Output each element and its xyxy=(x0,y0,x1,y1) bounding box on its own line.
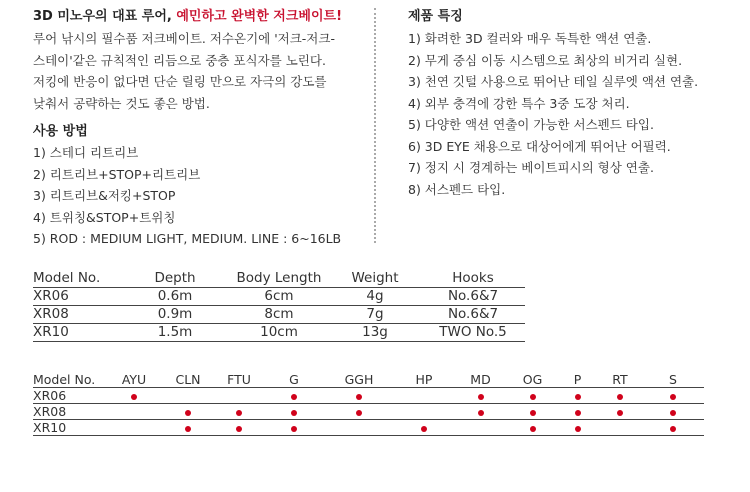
usage-list xyxy=(33,142,388,250)
feature-item: 4) 외부 충격에 강한 특수 3중 도장 처리. xyxy=(408,95,630,111)
color-availability-cell xyxy=(265,388,323,404)
color-availability-cell xyxy=(598,388,642,404)
features-list xyxy=(408,28,738,200)
spec-header: Hooks xyxy=(452,270,494,286)
available-dot-icon xyxy=(356,410,362,416)
color-availability-cell xyxy=(557,404,598,420)
color-availability-cell xyxy=(105,404,163,420)
color-header: OG xyxy=(522,372,543,387)
available-dot-icon xyxy=(575,394,581,400)
available-dot-icon xyxy=(478,410,484,416)
feature-item: 2) 무게 중심 이동 시스템으로 최상의 비거리 실현. xyxy=(408,52,683,68)
color-row xyxy=(33,388,704,404)
color-header: S xyxy=(669,372,677,387)
available-dot-icon xyxy=(185,410,191,416)
available-dot-icon xyxy=(670,426,676,432)
color-availability-cell xyxy=(395,404,453,420)
color-availability-cell xyxy=(598,420,642,436)
color-availability-cell xyxy=(642,388,704,404)
color-availability-cell xyxy=(508,420,557,436)
spec-cell: XR06 xyxy=(33,288,69,304)
spec-cell: 1.5m xyxy=(157,324,193,340)
spec-header: Depth xyxy=(154,270,196,286)
available-dot-icon xyxy=(575,426,581,432)
spec-cell: XR10 xyxy=(33,324,69,340)
usage-item: 1) 스테디 리트리브 xyxy=(33,145,139,160)
color-availability-cell xyxy=(323,388,395,404)
available-dot-icon xyxy=(670,394,676,400)
spec-row xyxy=(33,288,525,306)
available-dot-icon xyxy=(530,426,536,432)
available-dot-icon xyxy=(291,394,297,400)
intro-line: 루어 낚시의 필수품 저크베이트. 저수온기에 '저크-저크- xyxy=(33,31,335,46)
color-availability-cell xyxy=(598,404,642,420)
color-header: MD xyxy=(470,372,491,387)
usage-title: 사용 방법 xyxy=(33,124,88,139)
spec-cell: 8cm xyxy=(264,306,294,322)
feature-item: 8) 서스펜드 타입. xyxy=(408,181,506,197)
headline-accent: 예민하고 완벽한 저크베이트! xyxy=(176,9,343,24)
available-dot-icon xyxy=(236,426,242,432)
available-dot-icon xyxy=(356,394,362,400)
features-title: 제품 특징 xyxy=(408,9,463,24)
color-availability-cell xyxy=(105,388,163,404)
color-availability-cell xyxy=(395,420,453,436)
feature-item: 7) 정지 시 경계하는 베이트피시의 형상 연출. xyxy=(408,160,654,175)
spec-cell: 13g xyxy=(362,324,388,340)
spec-header: Weight xyxy=(351,270,399,286)
color-header: HP xyxy=(415,372,433,387)
spec-row xyxy=(33,306,525,324)
available-dot-icon xyxy=(291,410,297,416)
feature-item: 1) 화려한 3D 컬러와 매우 독특한 액션 연출. xyxy=(408,31,652,46)
spec-table xyxy=(33,270,525,342)
spec-row xyxy=(33,324,525,342)
spec-cell: TWO No.5 xyxy=(439,324,507,340)
color-header: G xyxy=(289,372,299,387)
spec-cell: 0.6m xyxy=(157,288,193,304)
color-header: RT xyxy=(612,372,628,387)
available-dot-icon xyxy=(530,410,536,416)
color-availability-cell xyxy=(453,420,508,436)
color-availability-cell xyxy=(453,404,508,420)
spec-header: Model No. xyxy=(33,270,101,286)
color-availability-cell xyxy=(163,404,213,420)
features-column xyxy=(408,6,738,200)
intro-column xyxy=(33,6,388,250)
spec-cell: No.6&7 xyxy=(447,288,499,304)
color-availability-cell xyxy=(323,404,395,420)
color-model-cell: XR08 xyxy=(33,404,67,419)
column-divider xyxy=(374,8,376,243)
color-availability-cell xyxy=(508,388,557,404)
color-availability-cell xyxy=(213,404,265,420)
color-availability-cell xyxy=(213,388,265,404)
available-dot-icon xyxy=(530,394,536,400)
color-availability-cell xyxy=(265,420,323,436)
color-header: P xyxy=(573,372,582,387)
color-model-cell: XR06 xyxy=(33,388,67,403)
spec-cell: XR08 xyxy=(33,306,69,322)
available-dot-icon xyxy=(575,410,581,416)
color-row xyxy=(33,404,704,420)
usage-item: 5) ROD : MEDIUM LIGHT, MEDIUM. LINE : 6~16LB xyxy=(33,231,342,246)
color-availability-cell xyxy=(508,404,557,420)
intro-line: 스테이'같은 규칙적인 리듬으로 중층 포식자를 노린다. xyxy=(33,52,326,68)
available-dot-icon xyxy=(131,394,137,400)
spec-cell: 4g xyxy=(366,288,384,304)
spec-cell: 6cm xyxy=(264,288,294,304)
usage-item: 4) 트위칭&STOP+트위칭 xyxy=(33,209,176,225)
color-availability-cell xyxy=(453,388,508,404)
spec-cell: 7g xyxy=(366,306,384,322)
color-header: GGH xyxy=(344,372,374,387)
color-availability-cell xyxy=(213,420,265,436)
color-availability-cell xyxy=(395,388,453,404)
color-availability-cell xyxy=(163,420,213,436)
available-dot-icon xyxy=(236,410,242,416)
color-availability-cell xyxy=(265,404,323,420)
spec-cell: 10cm xyxy=(260,324,298,340)
spec-header-row xyxy=(33,270,525,288)
color-header: Model No. xyxy=(33,372,96,387)
spec-header: Body Length xyxy=(236,270,322,286)
available-dot-icon xyxy=(617,410,623,416)
available-dot-icon xyxy=(421,426,427,432)
available-dot-icon xyxy=(617,394,623,400)
color-table xyxy=(33,372,704,436)
intro-paragraph xyxy=(33,28,388,114)
usage-item: 3) 리트리브&저킹+STOP xyxy=(33,188,176,203)
spec-cell: 0.9m xyxy=(157,306,193,322)
intro-line: 저킹에 반응이 없다면 단순 릴링 만으로 자극의 강도를 xyxy=(33,74,327,89)
color-header: CLN xyxy=(175,372,201,387)
color-availability-cell xyxy=(642,420,704,436)
available-dot-icon xyxy=(670,410,676,416)
feature-item: 3) 천연 깃털 사용으로 뛰어난 테일 실루엣 액션 연출. xyxy=(408,74,699,89)
color-header: FTU xyxy=(227,372,251,387)
color-availability-cell xyxy=(642,404,704,420)
headline-plain: 3D 미노우의 대표 루어, xyxy=(33,9,177,24)
usage-item: 2) 리트리브+STOP+리트리브 xyxy=(33,166,201,182)
intro-headline xyxy=(33,6,388,28)
available-dot-icon xyxy=(478,394,484,400)
feature-item: 6) 3D EYE 채용으로 대상어에게 뛰어난 어필력. xyxy=(408,138,671,154)
available-dot-icon xyxy=(185,426,191,432)
color-header: AYU xyxy=(121,372,147,387)
color-header-row xyxy=(33,372,704,388)
color-model-cell: XR10 xyxy=(33,420,67,435)
color-availability-cell xyxy=(323,420,395,436)
color-availability-cell xyxy=(163,388,213,404)
intro-line: 낮춰서 공략하는 것도 좋은 방법. xyxy=(33,95,210,111)
feature-item: 5) 다양한 액션 연출이 가능한 서스펜드 타입. xyxy=(408,117,654,132)
color-availability-cell xyxy=(557,420,598,436)
color-availability-cell xyxy=(557,388,598,404)
color-row xyxy=(33,420,704,436)
color-availability-cell xyxy=(105,420,163,436)
available-dot-icon xyxy=(291,426,297,432)
spec-cell: No.6&7 xyxy=(447,306,499,322)
